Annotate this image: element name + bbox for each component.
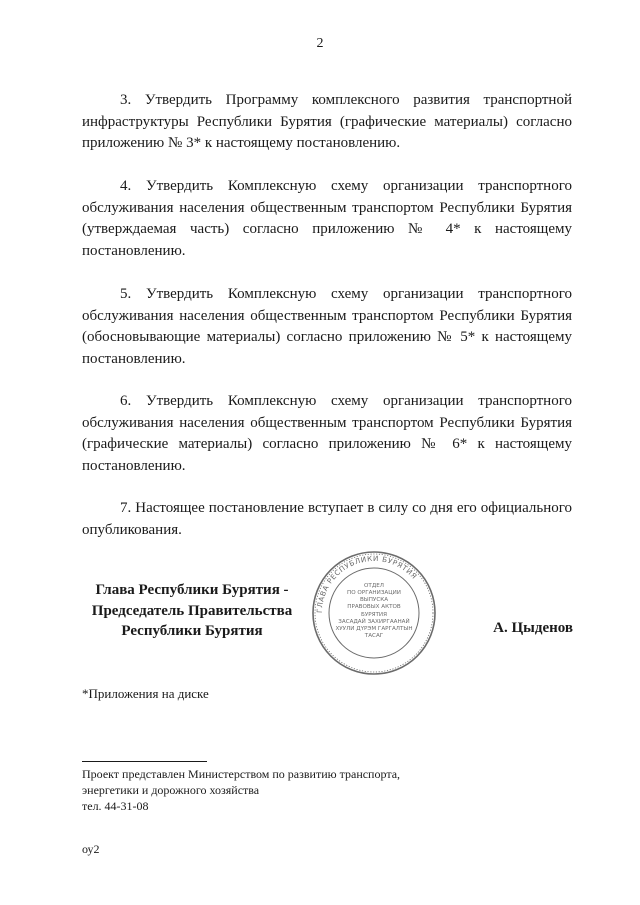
paragraph-5: 5. Утвердить Комплексную схему организации транспортного обслуживания населения общественным транспортом Республики Бурятия (обосновывающие материалы) согласно приложению № 5* к настоящему постановлению. xyxy=(82,286,572,367)
stamp-line: БУРЯТИЯ xyxy=(361,612,387,618)
signature-position-line: Председатель Правительства xyxy=(91,602,293,619)
stamp-ring-text: ГЛАВА РЕСПУБЛИКИ БУРЯТИЯ xyxy=(314,553,420,614)
document-code: оу2 xyxy=(82,842,100,856)
stamp-line: ПРАВОВЫХ АКТОВ xyxy=(347,604,401,610)
stamp-line: ВЫПУСКА xyxy=(359,597,389,603)
paragraph-7: 7. Настоящее постановление вступает в силу со дня его официального опубликования. xyxy=(82,500,572,538)
project-note-line: тел. 44-31-08 xyxy=(82,799,149,813)
paragraph-4: 4. Утвердить Комплексную схему организации транспортного обслуживания населения общественным транспортом Республики Бурятия (утверждаемая часть) согласно приложению № 4* к настоящему постановлению. xyxy=(82,178,572,259)
project-note xyxy=(82,766,400,814)
stamp-seal-icon xyxy=(310,549,438,677)
stamp-line: ТАСАГ xyxy=(364,633,384,639)
page-number: 2 xyxy=(316,36,324,51)
footnote: *Приложения на диске xyxy=(82,686,209,701)
signature-position-line: Глава Республики Бурятия - xyxy=(95,582,289,598)
stamp-line: ПО ОРГАНИЗАЦИИ xyxy=(347,590,401,596)
footer-divider xyxy=(82,761,207,762)
stamp-line: ХУУЛИ ДҮРЭМ ГАРГАЛТЫН xyxy=(335,626,413,632)
signature-position xyxy=(82,580,302,642)
stamp-line: ОТДЕЛ xyxy=(364,583,384,589)
official-stamp xyxy=(310,549,438,677)
project-note-line: Проект представлен Министерством по развитию транспорта, xyxy=(82,767,401,781)
signature-position-line: Республики Бурятия xyxy=(121,623,263,639)
stamp-line: ЗАСАДАЙ ЗАХИРГААНАЙ xyxy=(338,619,410,625)
paragraph-3: 3. Утвердить Программу комплексного развития транспортной инфраструктуры Республики Бурятия (графические материалы) согласно приложению № 3* к настоящему постановлению. xyxy=(82,92,572,152)
paragraph-6: 6. Утвердить Комплексную схему организации транспортного обслуживания населения общественным транспортом Республики Бурятия (графические материалы) согласно приложению № 6* к настоящему постановлению. xyxy=(82,393,572,474)
project-note-line: энергетики и дорожного хозяйства xyxy=(82,783,260,797)
signer-name: А. Цыденов xyxy=(493,620,573,636)
